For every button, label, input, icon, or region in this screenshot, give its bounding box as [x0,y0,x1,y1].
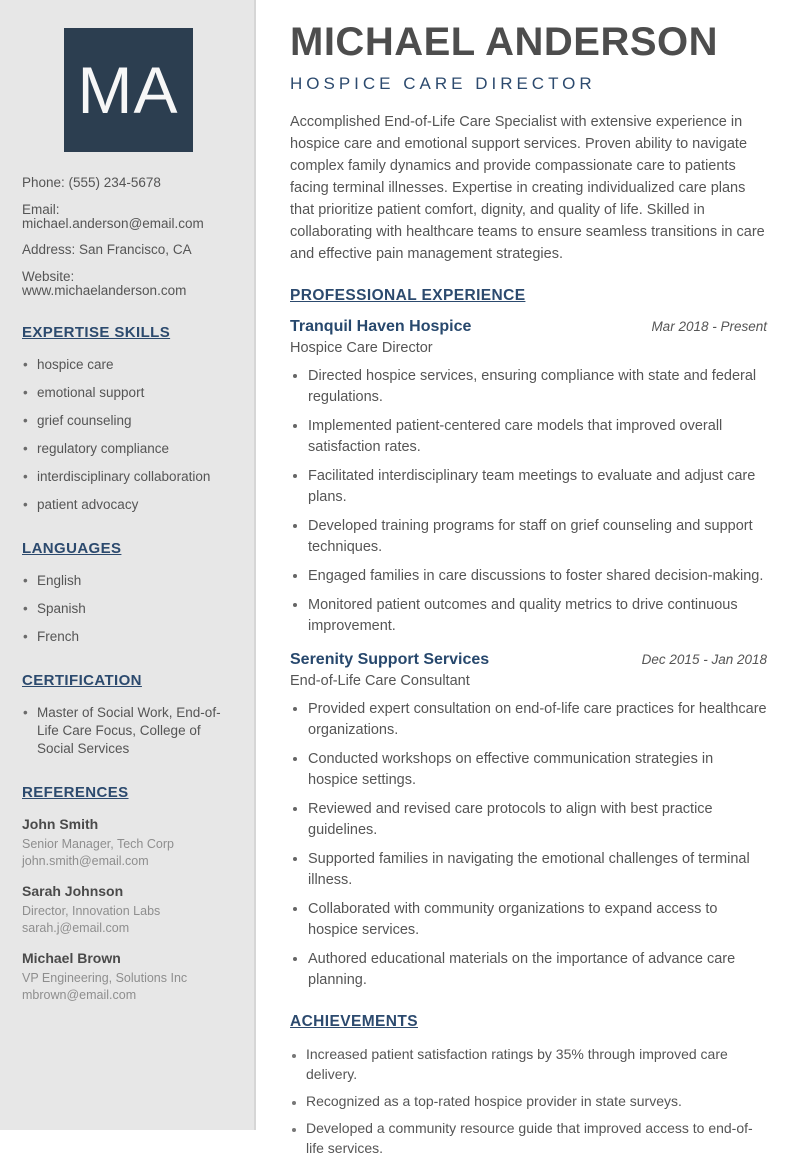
contact-address: Address: San Francisco, CA [22,242,192,257]
reference-name: Sarah Johnson [22,882,124,899]
summary-paragraph: Accomplished End-of-Life Care Specialist with extensive experience in hospice care and emotional support services. Proven ability to navigate complex family dynamics and provide compassionate care to patients facing terminal illnesses. Expertise in creating individualized care plans that prioritize patient comfort, dignity, and quality of life. Skilled in collaborating with healthcare teams to ensure seamless transitions in care and effective pain management strategies. [290,114,765,262]
job-bullet: • Directed hospice services, ensuring compliance with state and federal regulations. [308,366,767,408]
languages-heading: LANGUAGES [22,539,122,557]
reference-role: Senior Manager, Tech Corp [22,836,174,851]
reference-role: VP Engineering, Solutions Inc [22,970,188,985]
skills-list [22,356,234,514]
contact-phone: Phone: (555) 234-5678 [22,175,161,190]
achievement-bullet: • Recognized as a top-rated hospice provider in state surveys. [306,1091,767,1111]
achievement-bullet: • Increased patient satisfaction ratings by 35% through improved care delivery. [306,1044,767,1084]
company-name: Serenity Support Services [290,651,490,668]
job-entry [290,318,767,637]
job-bullet-list [290,366,767,637]
skill-item: • emotional support [22,384,234,402]
job-bullet: • Implemented patient-centered care models that improved overall satisfaction rates. [308,416,767,458]
reference-role: Director, Innovation Labs [22,903,161,918]
job-bullet-list [290,699,767,991]
job-dates: Dec 2015 - Jan 2018 [641,652,767,667]
job-bullet: • Facilitated interdisciplinary team meetings to evaluate and adjust care plans. [308,466,767,508]
main-content [256,0,800,1156]
reference-entry [22,883,234,937]
job-role: End-of-Life Care Consultant [290,673,470,689]
references-heading: REFERENCES [22,783,129,801]
job-bullet: • Collaborated with community organizations to expand access to hospice services. [308,899,767,941]
language-item: • French [22,628,234,646]
reference-email: john.smith@email.com [22,853,149,868]
experience-heading: PROFESSIONAL EXPERIENCE [290,287,526,304]
job-header [290,318,767,336]
job-bullet: • Reviewed and revised care protocols to align with best practice guidelines. [308,799,767,841]
achievement-bullet: • Developed a community resource guide that improved access to end-of-life services. [306,1118,767,1158]
job-bullet: • Developed training programs for staff on grief counseling and support techniques. [308,516,767,558]
skills-heading: EXPERTISE SKILLS [22,323,171,341]
avatar [64,28,193,152]
reference-email: sarah.j@email.com [22,920,130,935]
certification-list [22,704,234,758]
job-bullet: • Provided expert consultation on end-of-life care practices for healthcare organizations. [308,699,767,741]
achievements-heading: ACHIEVEMENTS [290,1013,418,1030]
job-bullet: • Monitored patient outcomes and quality metrics to drive continuous improvement. [308,595,767,637]
job-header [290,651,767,669]
company-name: Tranquil Haven Hospice [290,318,472,335]
job-role: Hospice Care Director [290,340,433,356]
contact-website: Website: www.michaelanderson.com [22,268,187,298]
contact-email: Email: michael.anderson@email.com [22,201,204,231]
job-bullet: • Authored educational materials on the importance of advance care planning. [308,949,767,991]
job-bullet: • Conducted workshops on effective communication strategies in hospice settings. [308,749,767,791]
achievements-list [290,1044,767,1158]
candidate-title: HOSPICE CARE DIRECTOR [290,74,596,93]
skill-item: • interdisciplinary collaboration [22,468,234,486]
certification-heading: CERTIFICATION [22,671,142,689]
job-entry [290,651,767,991]
skill-item: • patient advocacy [22,496,234,514]
skill-item: • hospice care [22,356,234,374]
job-bullet: • Engaged families in care discussions to foster shared decision-making. [308,566,767,587]
sidebar [0,0,256,1130]
candidate-name: MICHAEL ANDERSON [290,20,719,64]
reference-entry [22,816,234,870]
reference-entry [22,950,234,1004]
job-bullet: • Supported families in navigating the emotional challenges of terminal illness. [308,849,767,891]
languages-list [22,572,234,646]
skill-item: • regulatory compliance [22,440,234,458]
skill-item: • grief counseling [22,412,234,430]
language-item: • Spanish [22,600,234,618]
avatar-initials: MA [77,53,179,127]
contact-info [22,176,234,298]
language-item: • English [22,572,234,590]
reference-name: Michael Brown [22,949,121,966]
job-dates: Mar 2018 - Present [651,319,767,334]
reference-name: John Smith [22,815,99,832]
certification-item: • Master of Social Work, End-of-Life Care Focus, College of Social Services [22,704,234,758]
reference-email: mbrown@email.com [22,987,137,1002]
